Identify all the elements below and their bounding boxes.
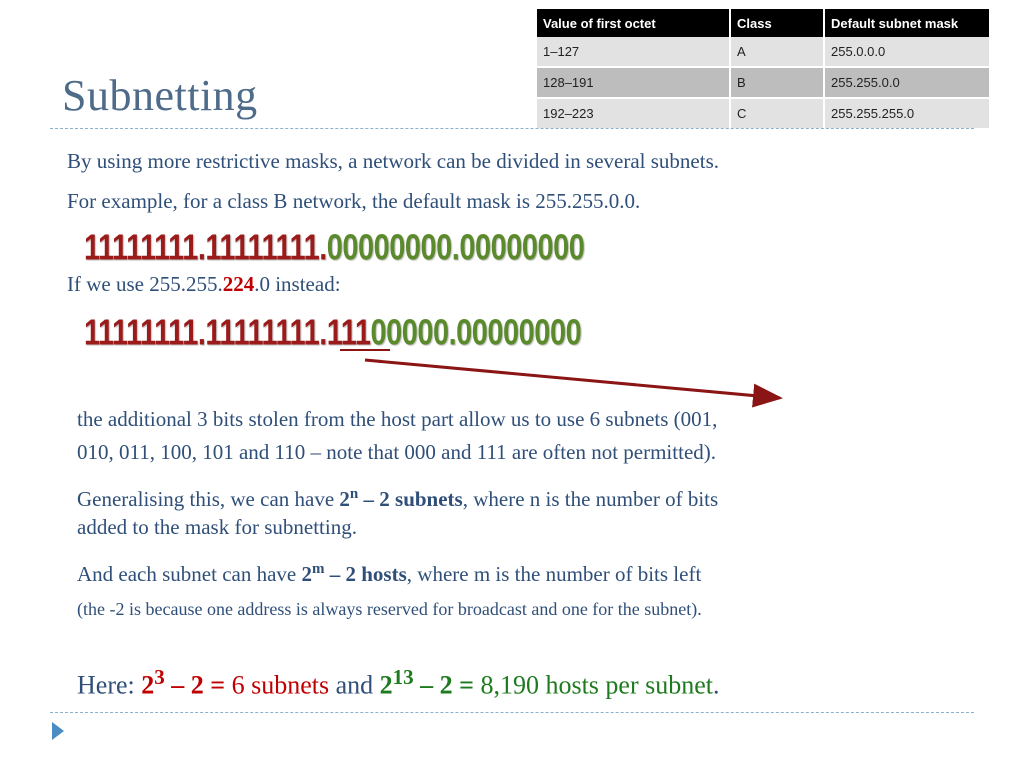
formula-exponent: 3 [154, 665, 165, 689]
summary-label: Here: [77, 670, 142, 700]
network-bits: 11111111.11111111. [84, 313, 327, 353]
table-cell: B [730, 67, 824, 98]
host-bits: 00000.00000000 [370, 313, 582, 353]
formula-text: – 2 hosts [324, 562, 407, 586]
stolen-bits: 111 [326, 313, 371, 353]
text-fragment: And each subnet can have [77, 562, 302, 586]
slide-title: Subnetting [62, 71, 258, 120]
formula-text: – 2 subnets [358, 487, 463, 511]
hosts-result: 8,190 hosts per subnet [480, 670, 713, 700]
body-line: For example, for a class B network, the default mask is 255.255.0.0. [67, 189, 641, 213]
table-cell: 255.0.0.0 [824, 37, 989, 67]
text-fragment: , where n is the number of bits [462, 487, 719, 511]
subnet-result: 6 subnets [231, 670, 330, 700]
host-bits: 00000000.00000000 [326, 228, 585, 268]
formula-base: 2 [379, 670, 393, 700]
summary-line [77, 665, 720, 701]
table-cell: 1–127 [537, 37, 730, 67]
network-bits: 11111111.11111111. [84, 228, 327, 268]
table-cell: 128–191 [537, 67, 730, 98]
formula-base: 2 [339, 487, 350, 511]
text-fragment: . [713, 670, 720, 700]
formula-op: – 2 = [164, 670, 232, 700]
body-line: the additional 3 bits stolen from the host part allow us to use 6 subnets (001, [77, 407, 718, 431]
table-cell: C [730, 98, 824, 129]
footer-divider [50, 712, 974, 713]
formula-base: 2 [301, 562, 312, 586]
body-line: 010, 011, 100, 101 and 110 – note that 000 and 111 are often not permitted). [77, 440, 717, 464]
highlighted-octet: 224 [222, 272, 255, 296]
table-cell: A [730, 37, 824, 67]
text-fragment: Generalising this, we can have [77, 487, 340, 511]
table-cell: 192–223 [537, 98, 730, 129]
body-line [77, 479, 718, 514]
formula-exponent: 13 [392, 665, 414, 689]
triangle-bullet-icon [52, 722, 64, 740]
text-fragment: .0 instead: [254, 272, 341, 296]
table-header: Default subnet mask [824, 9, 989, 37]
text-fragment: and [329, 670, 380, 700]
table-header: Class [730, 9, 824, 37]
formula-exponent: m [312, 561, 325, 577]
body-line: By using more restrictive masks, a network can be divided in several subnets. [67, 149, 720, 173]
body-line: added to the mask for subnetting. [77, 515, 357, 539]
formula-op: – 2 = [413, 670, 481, 700]
table-cell: 255.255.255.0 [824, 98, 989, 129]
table-cell: 255.255.0.0 [824, 67, 989, 98]
body-note: (the -2 is because one address is always reserved for broadcast and one for the subnet). [77, 599, 702, 619]
text-fragment: If we use 255.255. [67, 272, 223, 296]
formula-exponent: n [349, 486, 359, 502]
text-fragment: , where m is the number of bits left [406, 562, 702, 586]
table-header: Value of first octet [537, 9, 730, 37]
body-line [77, 554, 701, 589]
formula-base: 2 [141, 670, 155, 700]
